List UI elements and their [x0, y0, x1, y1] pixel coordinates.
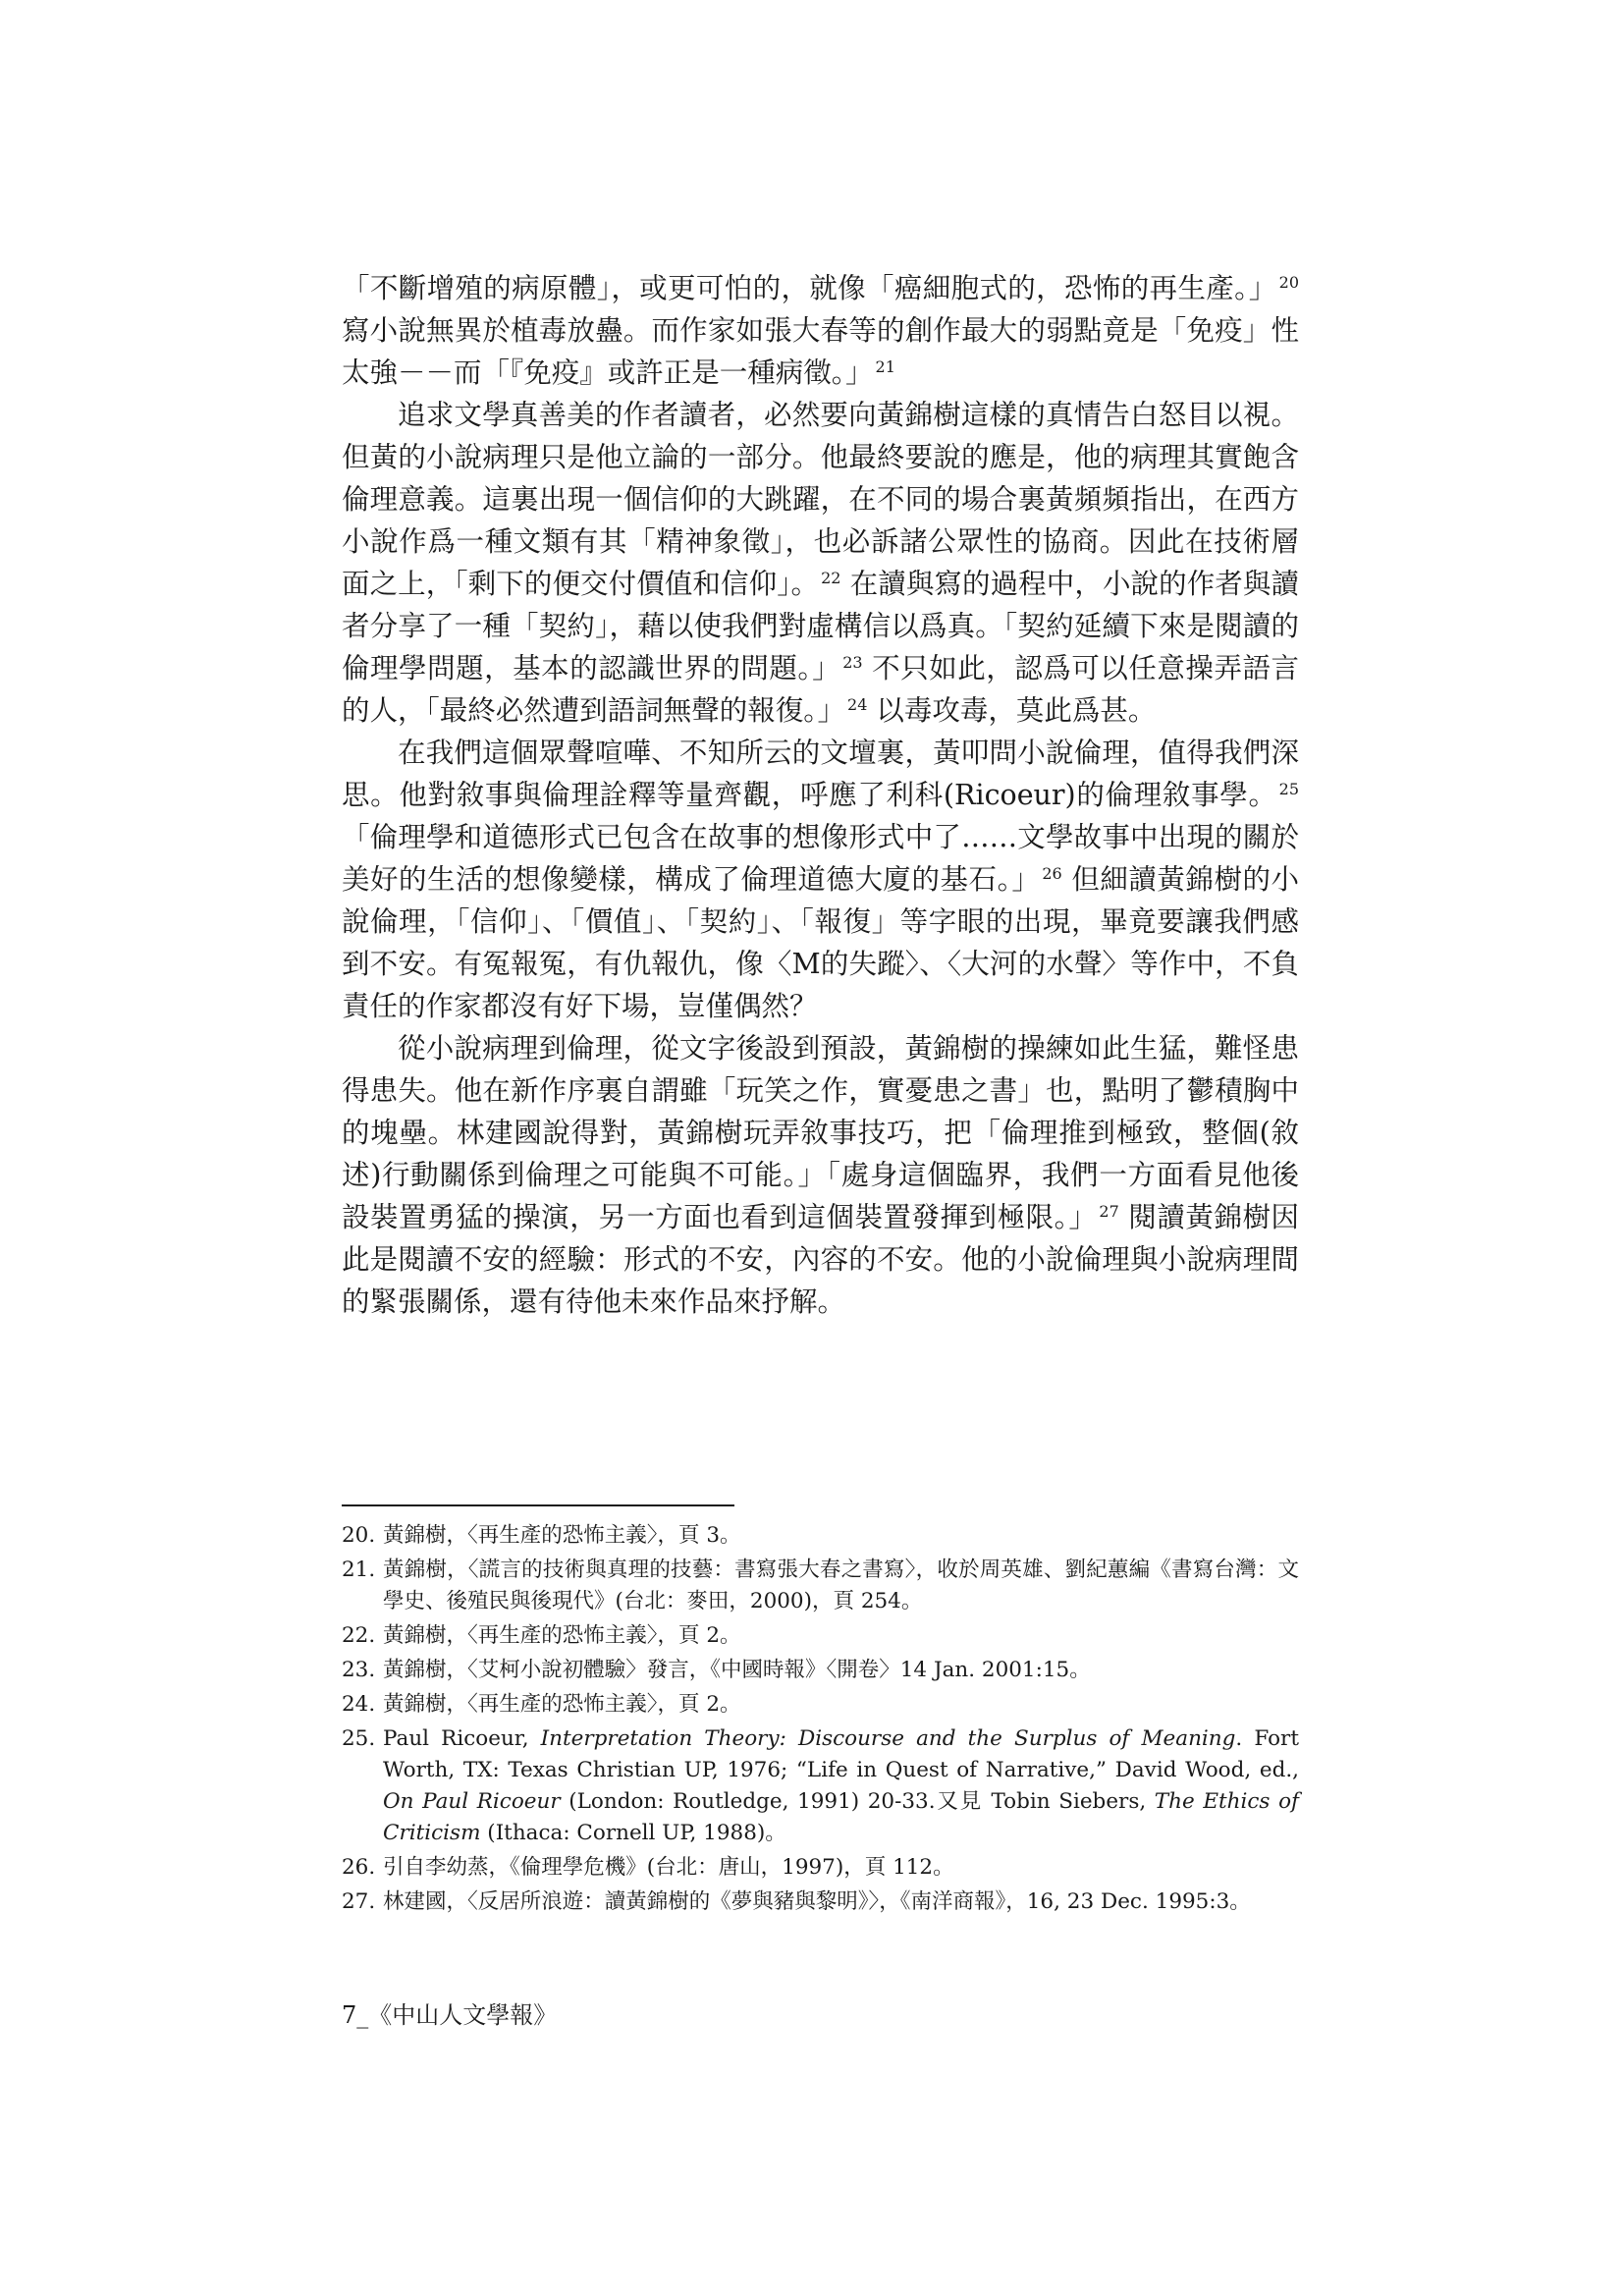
footnote-number: 20.	[342, 1523, 376, 1548]
main-text	[342, 267, 1299, 1323]
text-run: 在讀與寫的過程中，小說的作者與讀者分享了一種「契約」，藉以使我們對虛構信以爲真。「契約延續下來是閱讀的倫理學問題，基本的認識世界的問題。」	[342, 568, 1299, 684]
italic-title: The Ethics of Criticism	[383, 1789, 1299, 1845]
footnote-text	[383, 1723, 1299, 1849]
footnote-run: (Ithaca: Cornell UP, 1988)。	[480, 1821, 786, 1845]
footnote-ref: 21	[875, 356, 895, 376]
body-text	[342, 267, 1299, 1323]
footnote	[342, 1852, 1299, 1884]
footnote-divider	[342, 1504, 734, 1506]
footnote-text	[383, 1555, 1299, 1617]
footnote-number: 25.	[342, 1726, 376, 1751]
footnote	[342, 1886, 1299, 1918]
footnote-ref: 26	[1042, 863, 1062, 883]
footnote-run: . Fort Worth, TX: Texas Christian UP, 1976; “Life in Quest of Narrative,” David Wood, ed.,	[383, 1726, 1299, 1782]
footnote-run: 黃錦樹，〈再生產的恐怖主義〉，頁 3。	[383, 1523, 741, 1548]
text-run: 但細讀黃錦樹的小說倫理，「信仰」、「價值」、「契約」、「報復」等字眼的出現，畢竟要讓我們感到不安。有冤報冤，有仇報仇，像〈M的失蹤〉、〈大河的水聲〉等作中，不負責任的作家都沒有好下場，豈僅偶然？	[342, 863, 1299, 1022]
italic-title: On Paul Ricoeur	[383, 1789, 561, 1814]
footnotes	[342, 1520, 1299, 1921]
text-run: 追求文學真善美的作者讀者，必然要向黃錦樹這樣的真情告白怒目以視。但黃的小說病理只是他立論的一部分。他最終要說的應是，他的病理其實飽含倫理意義。這裏出現一個信仰的大跳躍，在不同的場合裏黃頻頻指出，在西方小說作爲一種文類有其「精神象徵」，也必訴諸公眾性的協商。因此在技術層面之上，「剩下的便交付價值和信仰」。	[342, 399, 1299, 600]
footnote-text	[383, 1886, 1299, 1918]
text-run: 寫小說無異於植毒放蠱。而作家如張大春等的創作最大的弱點竟是「免疫」性太強－－而「『免疫』或許正是一種病徵。」	[342, 314, 1299, 389]
footnote	[342, 1723, 1299, 1849]
footnote-run: 黃錦樹，〈謊言的技術與真理的技藝：書寫張大春之書寫〉，收於周英雄、劉紀蕙編《書寫台灣：文學史、後殖民與後現代》(台北：麥田，2000)，頁 254。	[383, 1558, 1299, 1613]
footnote-text	[383, 1655, 1299, 1686]
footnote-ref: 25	[1278, 779, 1299, 798]
footnote	[342, 1620, 1299, 1652]
footnote-run: 引自李幼蒸，《倫理學危機》(台北：唐山，1997)，頁 112。	[383, 1855, 954, 1880]
footnote	[342, 1520, 1299, 1552]
footnote	[342, 1689, 1299, 1721]
footnote-ref: 27	[1099, 1201, 1119, 1221]
paragraph	[342, 394, 1299, 732]
footnote-run: 黃錦樹，〈艾柯小說初體驗〉發言，《中國時報》〈開卷〉14 Jan. 2001:15。	[383, 1658, 1091, 1682]
footnote-ref: 20	[1278, 272, 1299, 292]
footnote-ref: 22	[821, 568, 841, 587]
paragraph	[342, 732, 1299, 1027]
footnote-number: 27.	[342, 1889, 376, 1914]
text-run: 在我們這個眾聲喧嘩、不知所云的文壇裏，黃叩問小說倫理，值得我們深思。他對敘事與倫理詮釋等量齊觀，呼應了利科(Ricoeur)的倫理敘事學。	[342, 737, 1299, 811]
footnote-number: 26.	[342, 1855, 376, 1880]
footnote	[342, 1655, 1299, 1686]
footnote-text	[383, 1520, 1299, 1552]
paragraph	[342, 1027, 1299, 1323]
text-run: 不只如此，認爲可以任意操弄語言的人，「最終必然遭到語詞無聲的報復。」	[342, 652, 1299, 727]
footnote-ref: 23	[842, 652, 863, 672]
paragraph	[342, 267, 1299, 394]
footnote-run: Paul Ricoeur,	[383, 1726, 541, 1751]
text-run: 「倫理學和道德形式已包含在故事的想像形式中了……文學故事中出現的關於美好的生活的想像變樣，構成了倫理道德大廈的基石。」	[342, 821, 1299, 896]
text-run: 以毒攻毒，莫此爲甚。	[867, 694, 1157, 727]
footnote-number: 24.	[342, 1692, 376, 1717]
footnote-text	[383, 1689, 1299, 1721]
text-run: 從小說病理到倫理，從文字後設到預設，黃錦樹的操練如此生猛，難怪患得患失。他在新作序裏自謂雖「玩笑之作，實憂患之書」也，點明了鬱積胸中的塊壘。林建國說得對，黃錦樹玩弄敘事技巧，把「倫理推到極致，整個(敘述)行動關係到倫理之可能與不可能。」「處身這個臨界，我們一方面看見他後設裝置勇猛的操演，另一方面也看到這個裝置發揮到極限。」	[342, 1032, 1299, 1233]
footnote-run: (London: Routledge, 1991) 20-33.又見 Tobin Siebers,	[560, 1789, 1155, 1814]
text-run: 閱讀黃錦樹因此是閱讀不安的經驗：形式的不安，內容的不安。他的小說倫理與小說病理間的緊張關係，還有待他未來作品來抒解。	[342, 1201, 1299, 1318]
footnote-text	[383, 1852, 1299, 1884]
footnote-ref: 24	[847, 694, 868, 714]
footnote-run: 黃錦樹，〈再生產的恐怖主義〉，頁 2。	[383, 1692, 741, 1717]
footnote-run: 林建國，〈反居所浪遊：讀黃錦樹的《夢與豬與黎明》〉，《南洋商報》，16, 23 Dec. 1995:3。	[383, 1889, 1251, 1914]
text-run: 「不斷增殖的病原體」，或更可怕的，就像「癌細胞式的，恐怖的再生產。」	[342, 272, 1277, 304]
footnote-number: 23.	[342, 1658, 376, 1682]
page-footer: 7_《中山人文學報》	[342, 2001, 558, 2029]
footnote-number: 21.	[342, 1558, 376, 1582]
footnote	[342, 1555, 1299, 1617]
footnote-number: 22.	[342, 1623, 376, 1648]
footnote-run: 黃錦樹，〈再生產的恐怖主義〉，頁 2。	[383, 1623, 741, 1648]
italic-title: Interpretation Theory: Discourse and the Surplus of Meaning	[540, 1726, 1236, 1751]
footnote-text	[383, 1620, 1299, 1652]
